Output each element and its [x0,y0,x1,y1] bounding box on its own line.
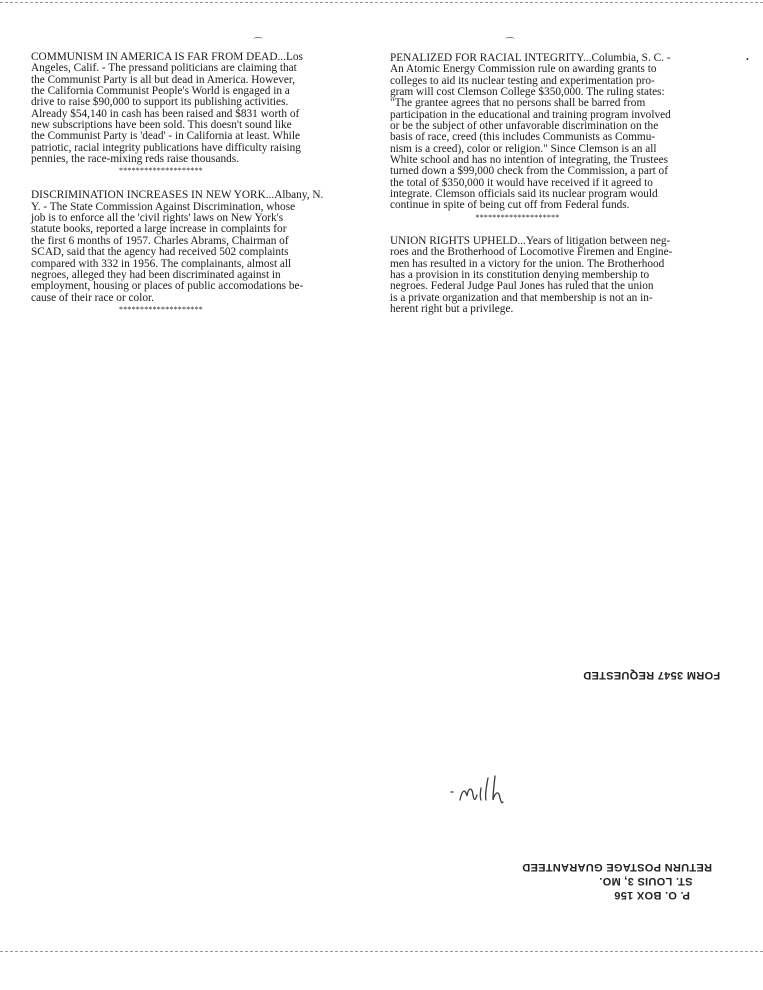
article-line: nism is a creed), color or religion." Since Clemson is an all [390,142,657,155]
article-line: colleges to aid its nuclear testing and experimentation pro- [390,74,655,87]
article-line: turned down a $99,000 check from the Commission, a part of [390,165,668,178]
article-line: negroes. Federal Judge Paul Jones has ruled that the union [390,280,654,293]
article-line: DISCRIMINATION INCREASES IN NEW YORK...Albany, N. [31,189,324,202]
city-line: ST. LOUIS 3, MO. [599,875,693,887]
article-line: or be the subject of other unfavorable discrimination on the [390,120,659,133]
page-bottom-edge [0,951,763,952]
article-line: statute books, reported a large increase in complaints for [31,223,287,236]
form-3547-notice: FORM 3547 REQUESTED [583,669,721,681]
article-line: new subscriptions have been sold. This doesn't sound like [31,119,292,132]
article-communism [31,52,371,175]
article-line: roes and the Brotherhood of Locomotive Firemen and Engine- [390,246,673,259]
article-line: "The grantee agrees that no persons shall be barred from [390,97,646,110]
right-column [390,53,730,329]
top-tick-mark: ⌒ [505,38,515,49]
article-line: cause of their race or color. [31,291,154,304]
separator-stars: ******************** [119,166,203,176]
article-line: is a private organization and that membership is not an in- [390,291,653,304]
article-line: men has resulted in a victory for the union. The Brotherhood [390,257,665,270]
separator-stars: ******************** [475,212,560,222]
article-line: drive to raise $90,000 to support its publishing activities. [31,96,289,109]
article-line: integrate. Clemson officials said its nuclear program would [390,188,658,201]
article-discrimination [31,190,371,313]
article-line: PENALIZED FOR RACIAL INTEGRITY...Columbia, S. C. - [390,52,671,64]
article-line: the Communist Party is 'dead' - in California at least. While [31,130,300,143]
article-line: the total of $350,000 it would have received if it agreed to [390,176,653,189]
article-line: compared with 332 in 1956. The complainants, almost all [31,257,292,270]
po-box-line: P. O. BOX 156 [614,889,690,901]
article-line: the first 6 months of 1957. Charles Abrams, Chairman of [31,234,289,247]
article-line: job is to enforce all the 'civil rights' laws on New York's [31,212,284,225]
return-postage-line: RETURN POSTAGE GUARANTEED [522,861,713,873]
article-line: participation in the educational and training program involved [390,108,671,121]
left-column [31,52,371,328]
top-tick-mark: ⌒ [253,38,263,49]
article-line: the California Communist People's World is engaged in a [31,85,290,98]
margin-dot: • [746,55,749,64]
article-line: SCAD, said that the agency had received 502 complaints [31,246,289,259]
article-line: has a provision in its constitution denying membership to [390,268,650,281]
article-line: pennies, the race-mixing reds raise thousands. [31,153,239,166]
article-line: herent right but a privilege. [390,302,514,315]
article-union [390,236,730,315]
article-line: Y. - The State Commission Against Discrimination, whose [31,200,296,213]
article-line: employment, housing or places of public accomodations be- [31,280,304,293]
article-line: COMMUNISM IN AMERICA IS FAR FROM DEAD...Los [31,51,303,63]
handwritten-mark [448,770,523,810]
article-line: gram will cost Clemson College $350,000. The ruling states: [390,86,665,99]
article-line: patriotic, racial integrity publications have difficulty raising [31,141,301,154]
article-line: Angeles, Calif. - The pressand politicians are claiming that [31,62,297,75]
article-line: Already $54,140 in cash has been raised and $831 worth of [31,107,300,120]
article-line: the Communist Party is all but dead in America. However, [31,73,296,86]
article-line: continue in spite of being cut off from Federal funds. [390,199,630,212]
separator-stars: ******************** [119,304,203,314]
article-line: negroes, alleged they had been discriminated against in [31,268,281,281]
article-line: UNION RIGHTS UPHELD...Years of litigation between neg- [390,234,671,247]
article-line: White school and has no intention of integrating, the Trustees [390,154,668,167]
article-line: An Atomic Energy Commission rule on awarding grants to [390,63,657,76]
page-top-edge [0,2,763,3]
article-clemson [390,53,730,222]
article-line: basis of race, creed (this includes Communists as Commu- [390,131,656,144]
